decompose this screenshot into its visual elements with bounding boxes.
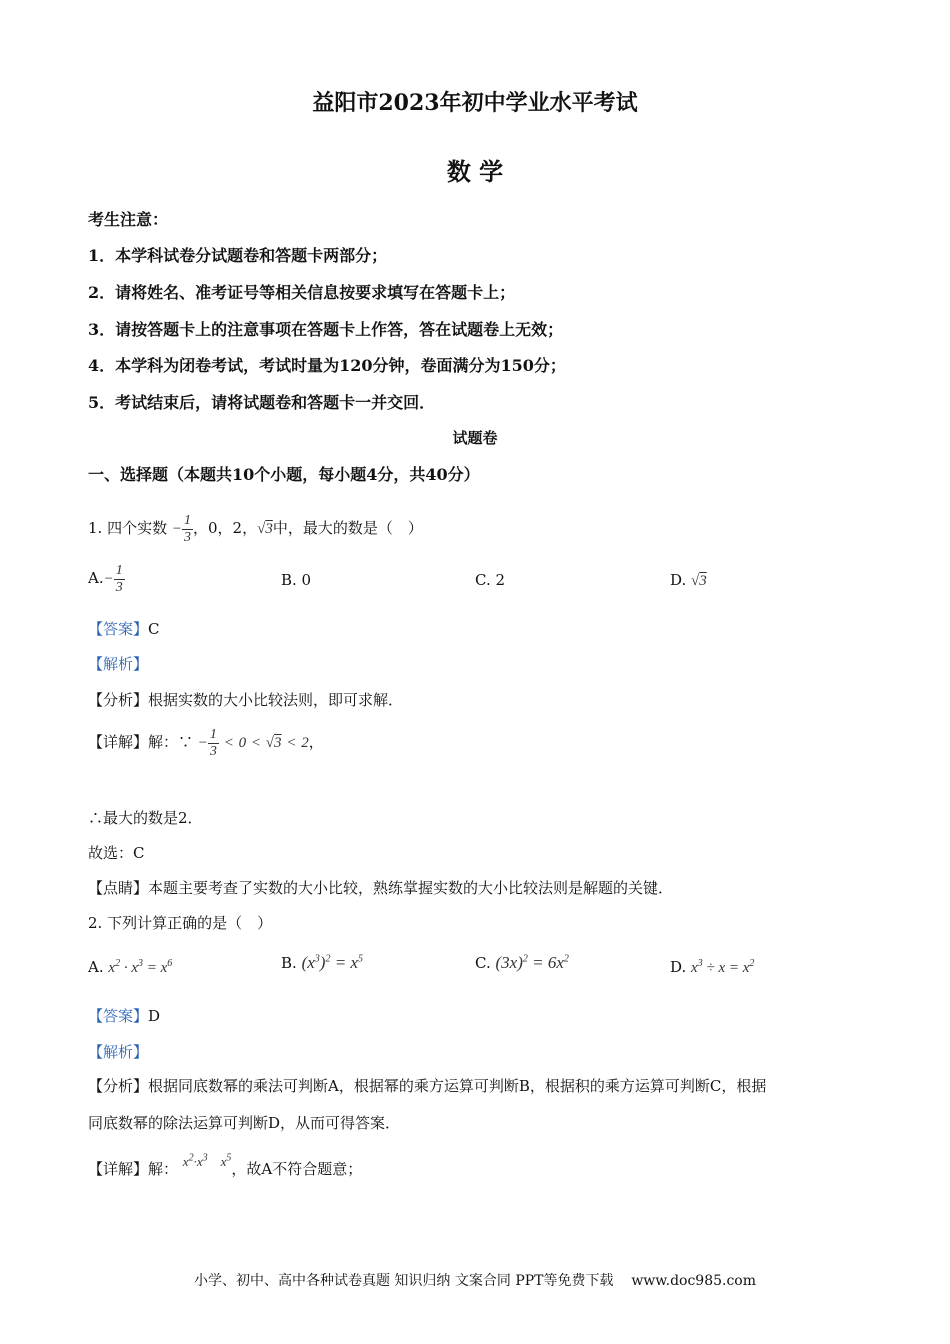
- q2-option-c-expr: $(3x)^2 = 6x^2$: [495, 953, 569, 972]
- q2-stem: 2. 下列计算正确的是（ ）: [88, 914, 273, 932]
- q2-option-a: [88, 958, 172, 977]
- section-label: 试题卷: [452, 429, 498, 447]
- sqrt-icon: √: [691, 573, 700, 589]
- q1-ineq-lt-2: <: [250, 735, 262, 751]
- exam-title: 益阳市2023年初中学业水平考试: [312, 90, 638, 116]
- q1-ineq-zero: 0: [238, 735, 247, 751]
- q1-ineq-fraction: [208, 727, 219, 760]
- notice-item-2: 2．请将姓名、准考证号等相关信息按要求填写在答题卡上；: [88, 283, 516, 302]
- q2-answer-tag: 【答案】: [88, 1007, 149, 1025]
- subject-title: 数 学: [446, 157, 504, 186]
- part1-heading: 一、选择题（本题共10个小题，每小题4分，共40分）: [88, 465, 480, 484]
- q2-option-b: [281, 953, 363, 973]
- q1-frac-sign: −: [171, 521, 182, 537]
- q2-detail: [88, 1152, 363, 1179]
- q2-answer-value: D: [148, 1007, 161, 1025]
- q1-stem: [88, 510, 423, 547]
- sqrt-icon: √: [265, 735, 275, 751]
- q2-option-b-expr: $(x^3)^2 = x^5$: [301, 953, 363, 972]
- q1-option-d-label: D.: [670, 571, 687, 589]
- q2-detail-suffix: ，故A不符合题意；: [231, 1160, 363, 1178]
- q1-detail-prefix: 【详解】解：∵: [88, 733, 194, 751]
- footer-text: 小学、初中、高中各种试卷真题 知识归纳 文案合同 PPT等免费下载: [193, 1273, 614, 1289]
- q2-option-c-label: C.: [475, 954, 491, 972]
- q1-option-a-fraction: [114, 563, 125, 596]
- q2-answer: [88, 1005, 160, 1026]
- q1-sqrt-radicand: 3: [265, 521, 273, 537]
- q2-option-d-expr: $x^3 \div x = x^2$: [691, 958, 755, 976]
- q1-stem-suffix: 中，最大的数是（ ）: [272, 519, 423, 537]
- q1-ineq-den: 3: [209, 743, 217, 759]
- q1-frac-den: 3: [184, 529, 191, 545]
- q1-choice: 故选：C: [88, 844, 145, 862]
- q1-sqrt: [257, 521, 273, 537]
- q2-option-a-label: A.: [88, 958, 104, 976]
- sqrt-icon: √: [257, 521, 266, 537]
- q2-option-d: [670, 958, 754, 977]
- notice-item-3: 3．请按答题卡上的注意事项在答题卡上作答，答在试题卷上无效；: [88, 320, 564, 339]
- q1-option-a-den: 3: [115, 579, 123, 595]
- q1-option-c: C. 2: [475, 571, 506, 589]
- q2-fenxi-line1: 【分析】根据同底数幂的乘法可判断A，根据幂的乘方运算可判断B，根据积的乘方运算可判断C，根据: [88, 1077, 767, 1095]
- q1-ineq-sqrt: [266, 735, 282, 751]
- q1-ineq-radicand: 3: [274, 735, 282, 751]
- q1-ineq-lt-3: <: [286, 735, 297, 751]
- q2-fenxi-line2: 同底数幂的除法运算可判断D，从而可得答案．: [88, 1114, 401, 1132]
- footer-link[interactable]: www.doc985.com: [631, 1273, 757, 1289]
- q2-detail-expr: $x^2\cdot x^3$ $x^5$: [182, 1152, 232, 1169]
- q1-detail-suffix: ，: [308, 733, 324, 751]
- q2-option-a-expr: $x^2 \cdot x^3 = x^6$: [108, 958, 173, 976]
- q1-ineq-lt-1: <: [223, 735, 234, 751]
- notice-item-4: 4．本学科为闭卷考试，考试时量为120分钟，卷面满分为150分；: [88, 356, 566, 375]
- q2-option-b-label: B.: [281, 954, 297, 972]
- notice-heading: 考生注意：: [88, 210, 169, 229]
- q1-stem-mid: ，0，2，: [193, 519, 258, 537]
- q1-option-a-num: 1: [115, 562, 123, 578]
- q1-ineq-num: 1: [209, 726, 217, 742]
- q1-answer-tag: 【答案】: [88, 620, 149, 638]
- q1-option-d-radicand: 3: [699, 573, 707, 589]
- q2-option-c: [475, 953, 569, 973]
- q1-analysis-tag: 【解析】: [88, 655, 149, 673]
- q1-ineq-two: 2: [301, 735, 309, 751]
- page-footer: [0, 1270, 950, 1290]
- q1-option-d: [670, 571, 707, 590]
- q1-option-a: [88, 560, 125, 597]
- q1-therefore: ∴最大的数是2．: [88, 809, 203, 827]
- q2-option-d-label: D.: [670, 958, 687, 976]
- q1-option-b: B. 0: [281, 571, 312, 589]
- q1-answer-value: C: [148, 620, 160, 638]
- q1-dianjing: 【点睛】本题主要考查了实数的大小比较，熟练掌握实数的大小比较法则是解题的关键．: [88, 879, 674, 897]
- q1-detail: [88, 722, 324, 763]
- q1-option-d-sqrt: [691, 573, 707, 589]
- q1-option-a-sign: −: [103, 571, 114, 587]
- q2-detail-prefix: 【详解】解：: [88, 1160, 179, 1178]
- q1-frac-num: 1: [184, 512, 191, 528]
- notice-item-1: 1．本学科试卷分试题卷和答题卡两部分；: [88, 246, 388, 265]
- notice-item-5: 5．考试结束后，请将试题卷和答题卡一并交回．: [88, 393, 436, 412]
- q1-fenxi: 【分析】根据实数的大小比较法则，即可求解．: [88, 691, 404, 709]
- q2-analysis-tag: 【解析】: [88, 1043, 149, 1061]
- q1-ineq-sign: −: [197, 735, 208, 751]
- q1-fraction: [182, 513, 193, 546]
- q1-answer: [88, 618, 160, 639]
- q1-stem-prefix: 1. 四个实数: [88, 519, 168, 537]
- q1-option-a-label: A.: [88, 569, 104, 587]
